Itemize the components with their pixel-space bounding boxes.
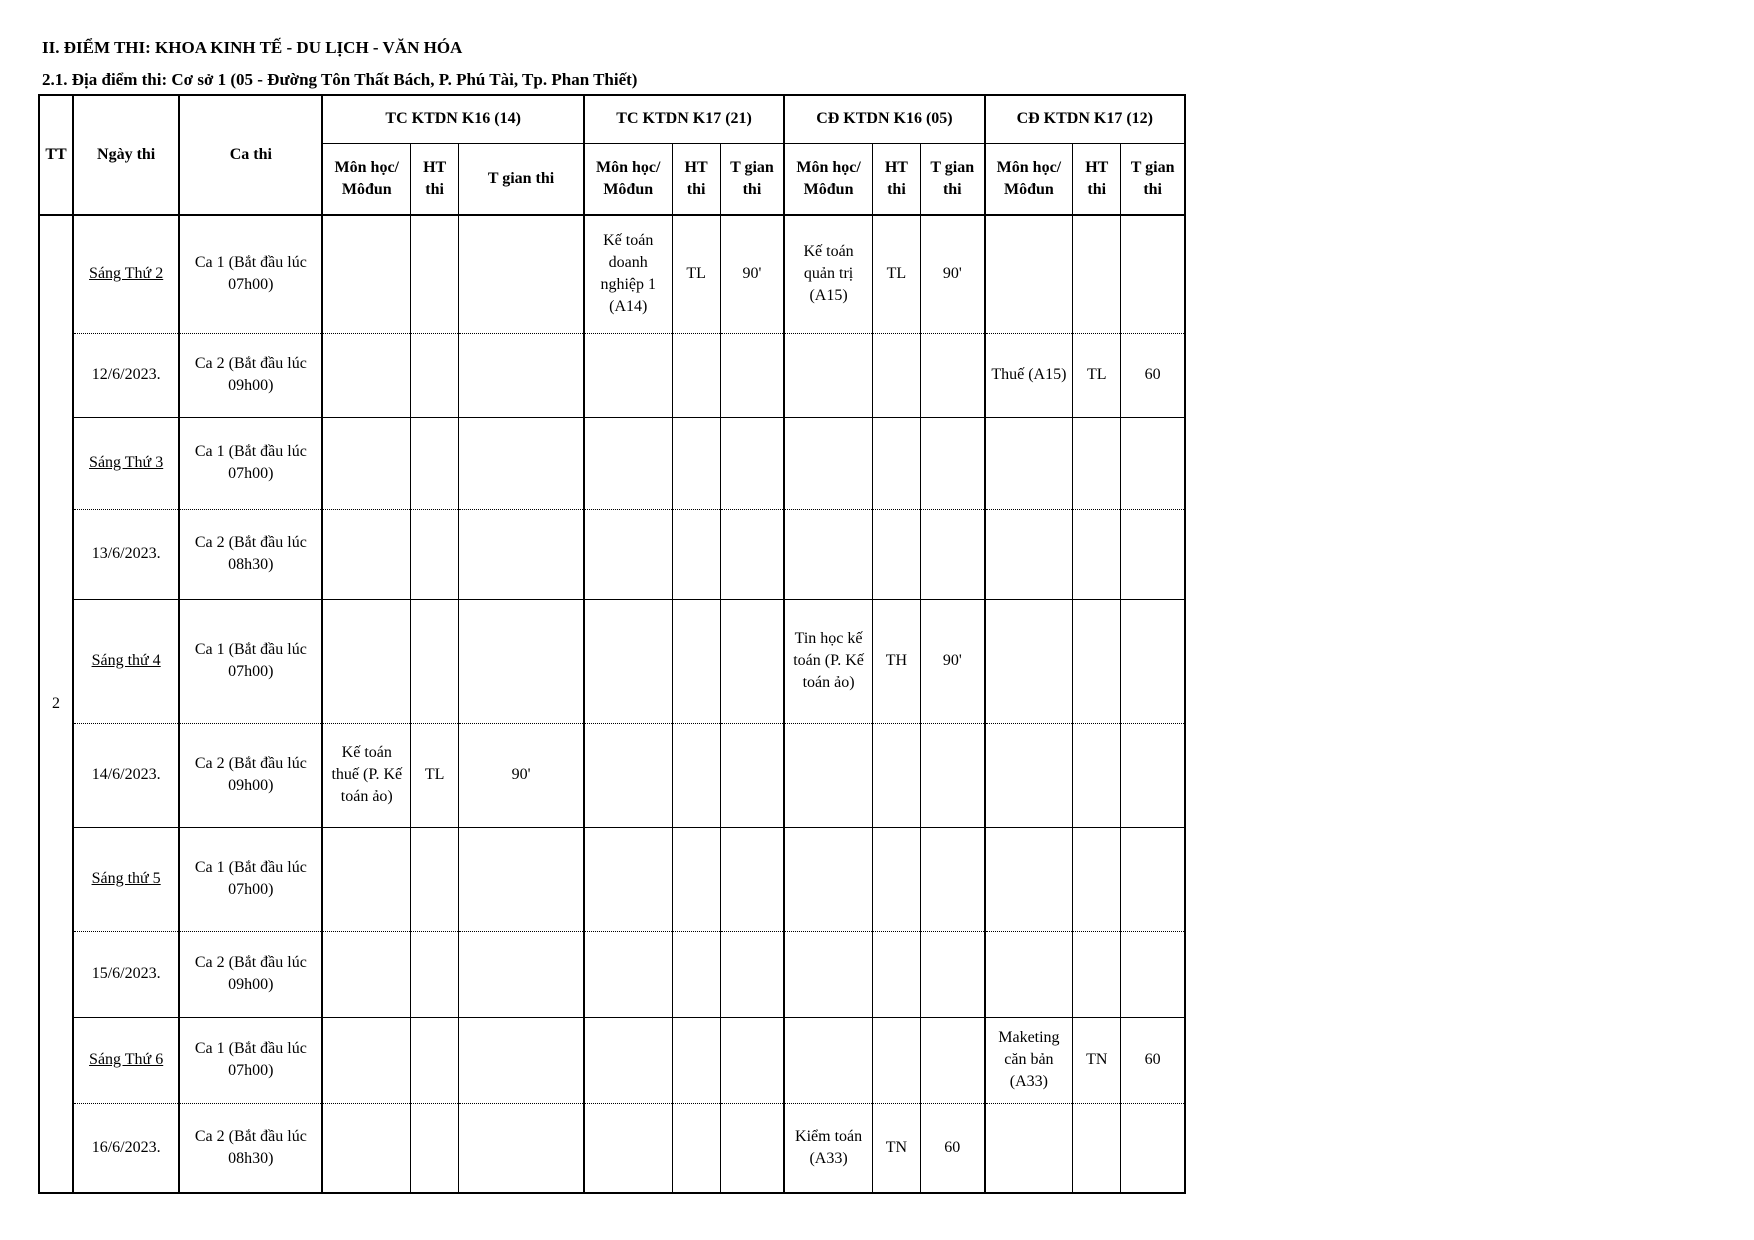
form-cell: [872, 417, 920, 509]
session-cell: Ca 2 (Bắt đầu lúc 09h00): [179, 723, 322, 827]
session-cell: Ca 1 (Bắt đầu lúc 07h00): [179, 215, 322, 333]
group-header-tc-k17: TC KTDN K17 (21): [584, 95, 784, 143]
subject-cell: [784, 1017, 872, 1103]
group-header-cd-k16: CĐ KTDN K16 (05): [784, 95, 984, 143]
form-cell: [411, 599, 459, 723]
session-cell: Ca 1 (Bắt đầu lúc 07h00): [179, 827, 322, 931]
time-cell: [459, 417, 584, 509]
time-cell: 60: [920, 1103, 984, 1193]
sub-header-subject: Môn học/ Môđun: [584, 143, 672, 215]
time-cell: [1121, 1103, 1185, 1193]
subject-cell: Tin học kế toán (P. Kế toán ảo): [784, 599, 872, 723]
time-cell: [459, 827, 584, 931]
form-cell: [872, 333, 920, 417]
time-cell: [1121, 599, 1185, 723]
time-cell: 60: [1121, 1017, 1185, 1103]
session-cell: Ca 2 (Bắt đầu lúc 09h00): [179, 931, 322, 1017]
table-row: [39, 333, 1185, 417]
time-cell: [920, 509, 984, 599]
subject-cell: [985, 509, 1073, 599]
form-cell: TL: [1073, 333, 1121, 417]
date-cell: 16/6/2023.: [73, 1103, 179, 1193]
subject-cell: [584, 417, 672, 509]
table-row: [39, 827, 1185, 931]
sub-header-form: HT thi: [1073, 143, 1121, 215]
form-cell: [672, 333, 720, 417]
subject-cell: [784, 417, 872, 509]
form-cell: [672, 509, 720, 599]
form-cell: TN: [1073, 1017, 1121, 1103]
time-cell: [920, 931, 984, 1017]
time-cell: [1121, 215, 1185, 333]
subject-cell: [322, 215, 410, 333]
form-cell: [1073, 827, 1121, 931]
subject-cell: [985, 1103, 1073, 1193]
date-cell: Sáng thứ 5: [73, 827, 179, 931]
time-cell: 90': [920, 215, 984, 333]
form-cell: [672, 417, 720, 509]
date-cell: 14/6/2023.: [73, 723, 179, 827]
form-cell: [411, 333, 459, 417]
time-cell: [459, 1103, 584, 1193]
form-cell: [672, 723, 720, 827]
form-cell: [1073, 931, 1121, 1017]
subject-cell: [784, 509, 872, 599]
subject-cell: [584, 333, 672, 417]
page-title: II. ĐIỂM THI: KHOA KINH TẾ - DU LỊCH - VĂN HÓA: [42, 38, 463, 57]
subject-cell: [322, 333, 410, 417]
form-cell: [672, 827, 720, 931]
form-cell: [411, 1017, 459, 1103]
date-cell: Sáng Thứ 3: [73, 417, 179, 509]
form-cell: [1073, 509, 1121, 599]
sub-header-form: HT thi: [872, 143, 920, 215]
sub-header-form: HT thi: [411, 143, 459, 215]
date-cell: Sáng Thứ 2: [73, 215, 179, 333]
subject-cell: Kế toán quản trị (A15): [784, 215, 872, 333]
sub-header-subject: Môn học/ Môđun: [985, 143, 1073, 215]
subject-cell: [322, 1017, 410, 1103]
subject-cell: [784, 931, 872, 1017]
time-cell: [459, 931, 584, 1017]
subject-cell: [985, 723, 1073, 827]
session-cell: Ca 2 (Bắt đầu lúc 09h00): [179, 333, 322, 417]
col-header-tt: TT: [39, 95, 73, 215]
tt-cell: 2: [39, 215, 73, 1193]
session-cell: Ca 2 (Bắt đầu lúc 08h30): [179, 509, 322, 599]
subject-cell: [322, 1103, 410, 1193]
form-cell: [411, 509, 459, 599]
time-cell: [920, 417, 984, 509]
form-cell: TL: [411, 723, 459, 827]
table-row: [39, 215, 1185, 333]
time-cell: [459, 1017, 584, 1103]
form-cell: [1073, 215, 1121, 333]
time-cell: [720, 931, 784, 1017]
time-cell: [1121, 723, 1185, 827]
sub-header-subject: Môn học/ Môđun: [322, 143, 410, 215]
time-cell: [920, 333, 984, 417]
subject-cell: [584, 599, 672, 723]
time-cell: 90': [720, 215, 784, 333]
time-cell: [720, 1103, 784, 1193]
time-cell: [920, 827, 984, 931]
form-cell: [672, 1017, 720, 1103]
time-cell: [459, 333, 584, 417]
session-cell: Ca 2 (Bắt đầu lúc 08h30): [179, 1103, 322, 1193]
form-cell: [1073, 599, 1121, 723]
form-cell: [672, 599, 720, 723]
subject-cell: [322, 827, 410, 931]
subject-cell: [322, 931, 410, 1017]
subject-cell: Maketing căn bản (A33): [985, 1017, 1073, 1103]
date-cell: Sáng Thứ 6: [73, 1017, 179, 1103]
subject-cell: Kế toán thuế (P. Kế toán ảo): [322, 723, 410, 827]
time-cell: [1121, 417, 1185, 509]
subject-cell: [985, 417, 1073, 509]
form-cell: [411, 931, 459, 1017]
time-cell: [720, 1017, 784, 1103]
time-cell: [720, 599, 784, 723]
group-header-cd-k17: CĐ KTDN K17 (12): [985, 95, 1185, 143]
time-cell: [920, 1017, 984, 1103]
time-cell: 60: [1121, 333, 1185, 417]
subject-cell: Thuế (A15): [985, 333, 1073, 417]
session-cell: Ca 1 (Bắt đầu lúc 07h00): [179, 1017, 322, 1103]
exam-schedule-table: [38, 94, 1186, 1194]
date-cell: 12/6/2023.: [73, 333, 179, 417]
time-cell: [720, 417, 784, 509]
form-cell: TL: [872, 215, 920, 333]
form-cell: TN: [872, 1103, 920, 1193]
time-cell: [720, 509, 784, 599]
form-cell: [872, 1017, 920, 1103]
table-row: [39, 1017, 1185, 1103]
table-row: [39, 931, 1185, 1017]
subject-cell: [985, 599, 1073, 723]
form-cell: [411, 215, 459, 333]
time-cell: [1121, 931, 1185, 1017]
session-cell: Ca 1 (Bắt đầu lúc 07h00): [179, 417, 322, 509]
col-header-date: Ngày thi: [73, 95, 179, 215]
subject-cell: [985, 931, 1073, 1017]
time-cell: [720, 333, 784, 417]
table-row: [39, 1103, 1185, 1193]
time-cell: [459, 599, 584, 723]
time-cell: 90': [920, 599, 984, 723]
subject-cell: [584, 1017, 672, 1103]
table-row: [39, 509, 1185, 599]
subject-cell: [584, 723, 672, 827]
form-cell: [872, 509, 920, 599]
subject-cell: [784, 333, 872, 417]
subject-cell: [584, 509, 672, 599]
form-cell: TL: [672, 215, 720, 333]
sub-header-subject: Môn học/ Môđun: [784, 143, 872, 215]
time-cell: 90': [459, 723, 584, 827]
form-cell: [411, 1103, 459, 1193]
form-cell: [411, 417, 459, 509]
subject-cell: Kiểm toán (A33): [784, 1103, 872, 1193]
form-cell: [1073, 1103, 1121, 1193]
time-cell: [459, 215, 584, 333]
subject-cell: [985, 827, 1073, 931]
subject-cell: Kế toán doanh nghiệp 1 (A14): [584, 215, 672, 333]
time-cell: [459, 509, 584, 599]
subject-cell: [985, 215, 1073, 333]
sub-header-time: T gian thi: [459, 143, 584, 215]
sub-header-form: HT thi: [672, 143, 720, 215]
table-row: [39, 417, 1185, 509]
form-cell: [872, 723, 920, 827]
col-header-session: Ca thi: [179, 95, 322, 215]
exam-location: 2.1. Địa điểm thi: Cơ sở 1 (05 - Đường Tôn Thất Bách, P. Phú Tài, Tp. Phan Thiết): [42, 70, 638, 89]
form-cell: [872, 931, 920, 1017]
form-cell: [1073, 723, 1121, 827]
sub-header-time: T gian thi: [720, 143, 784, 215]
date-cell: 15/6/2023.: [73, 931, 179, 1017]
form-cell: [672, 1103, 720, 1193]
form-cell: [1073, 417, 1121, 509]
time-cell: [720, 827, 784, 931]
form-cell: [672, 931, 720, 1017]
table-row: [39, 723, 1185, 827]
sub-header-time: T gian thi: [920, 143, 984, 215]
subject-cell: [322, 599, 410, 723]
date-cell: Sáng thứ 4: [73, 599, 179, 723]
session-cell: Ca 1 (Bắt đầu lúc 07h00): [179, 599, 322, 723]
subject-cell: [584, 1103, 672, 1193]
subject-cell: [322, 417, 410, 509]
time-cell: [720, 723, 784, 827]
form-cell: [411, 827, 459, 931]
subject-cell: [784, 827, 872, 931]
form-cell: TH: [872, 599, 920, 723]
time-cell: [920, 723, 984, 827]
table-row: [39, 599, 1185, 723]
subject-cell: [584, 827, 672, 931]
subject-cell: [322, 509, 410, 599]
time-cell: [1121, 509, 1185, 599]
time-cell: [1121, 827, 1185, 931]
group-header-tc-k16: TC KTDN K16 (14): [322, 95, 583, 143]
date-cell: 13/6/2023.: [73, 509, 179, 599]
subject-cell: [584, 931, 672, 1017]
form-cell: [872, 827, 920, 931]
subject-cell: [784, 723, 872, 827]
sub-header-time: T gian thi: [1121, 143, 1185, 215]
